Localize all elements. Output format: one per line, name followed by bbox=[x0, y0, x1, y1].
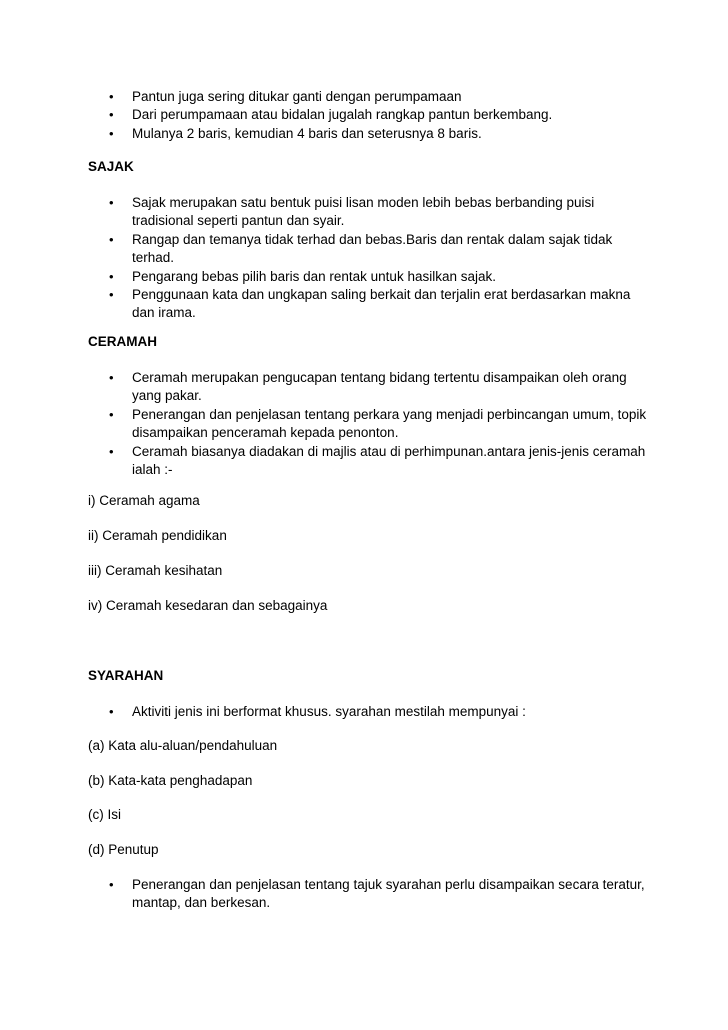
ceramah-type-religion: i) Ceramah agama bbox=[88, 493, 200, 508]
syarahan-part-c: (c) Isi bbox=[88, 807, 121, 822]
ceramah-bullet-list bbox=[109, 369, 649, 479]
ceramah-type-health: iii) Ceramah kesihatan bbox=[88, 563, 223, 578]
ceramah-type-awareness: iv) Ceramah kesedaran dan sebagainya bbox=[88, 598, 328, 613]
list-item: • Pantun juga sering ditukar ganti dengan perumpamaan bbox=[109, 88, 649, 106]
list-item: • Ceramah biasanya diadakan di majlis atau di perhimpunan.antara jenis-jenis ceramah ialah :- bbox=[109, 443, 649, 480]
list-item: • Ceramah merupakan pengucapan tentang bidang tertentu disampaikan oleh orang yang pakar. bbox=[109, 369, 649, 406]
syarahan-part-b: (b) Kata-kata penghadapan bbox=[88, 773, 253, 788]
list-item: • Dari perumpamaan atau bidalan jugalah rangkap pantun berkembang. bbox=[109, 106, 649, 124]
sajak-bullet-list bbox=[109, 194, 649, 323]
syarahan-part-a: (a) Kata alu-aluan/pendahuluan bbox=[88, 738, 278, 753]
intro-bullet-list bbox=[109, 88, 649, 143]
section-heading-ceramah: CERAMAH bbox=[88, 334, 157, 349]
section-heading-syarahan: SYARAHAN bbox=[88, 668, 164, 683]
section-heading-sajak: SAJAK bbox=[88, 159, 134, 174]
syarahan-part-d: (d) Penutup bbox=[88, 842, 159, 857]
syarahan-end-bullet-list bbox=[109, 876, 649, 913]
list-item: • Rangap dan temanya tidak terhad dan bebas.Baris dan rentak dalam sajak tidak terhad. bbox=[109, 231, 649, 268]
list-item: • Sajak merupakan satu bentuk puisi lisan moden lebih bebas berbanding puisi tradisional seperti pantun dan syair. bbox=[109, 194, 649, 231]
list-item: • Mulanya 2 baris, kemudian 4 baris dan seterusnya 8 baris. bbox=[109, 125, 649, 143]
list-item: • Penerangan dan penjelasan tentang tajuk syarahan perlu disampaikan secara teratur, mantap, dan berkesan. bbox=[109, 876, 649, 913]
list-item: • Penggunaan kata dan ungkapan saling berkait dan terjalin erat berdasarkan makna dan irama. bbox=[109, 286, 649, 323]
list-item: • Aktiviti jenis ini berformat khusus. syarahan mestilah mempunyai : bbox=[109, 703, 649, 721]
list-item: • Penerangan dan penjelasan tentang perkara yang menjadi perbincangan umum, topik disampaikan penceramah kepada penonton. bbox=[109, 406, 649, 443]
syarahan-intro-bullet-list bbox=[109, 703, 649, 721]
list-item: • Pengarang bebas pilih baris dan rentak untuk hasilkan sajak. bbox=[109, 268, 649, 286]
ceramah-type-education: ii) Ceramah pendidikan bbox=[88, 528, 227, 543]
